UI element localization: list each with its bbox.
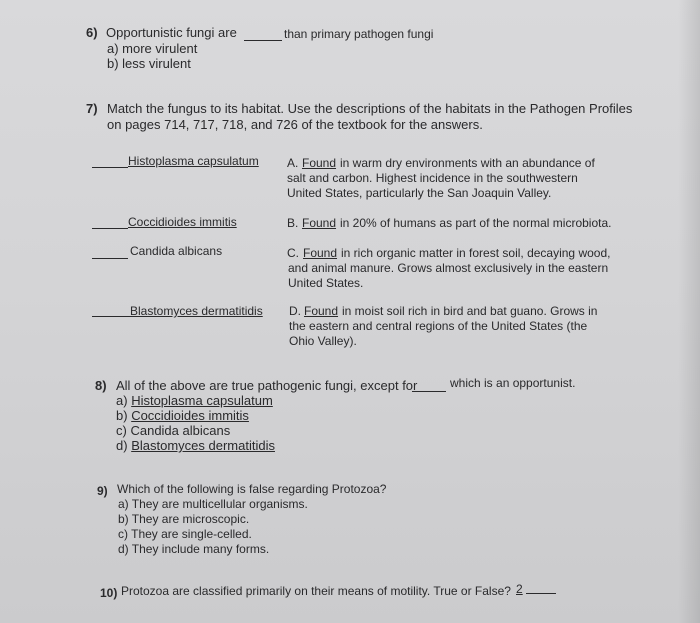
match-b-organism: Coccidioides immitis [128, 215, 237, 229]
match-b-description: in 20% of humans as part of the normal microbiota. [340, 216, 612, 230]
question-8-option-d [116, 438, 275, 453]
match-d-organism: Blastomyces dermatitidis [130, 304, 263, 318]
match-c-description-line3: United States. [288, 276, 364, 290]
question-6-stem-end: than primary pathogen fungi [284, 27, 434, 41]
match-c-organism: Candida albicans [130, 244, 223, 258]
question-9-option-d: d) They include many forms. [118, 542, 270, 556]
question-8-option-b [116, 408, 249, 423]
match-a-description: in warm dry environments with an abundance of [340, 156, 595, 170]
question-9-option-a: a) They are multicellular organisms. [118, 497, 308, 511]
question-6-stem: Opportunistic fungi are [106, 25, 237, 40]
question-8-option-c-letter: c) [116, 423, 127, 438]
match-d-answer-blank[interactable] [92, 316, 130, 317]
match-c-letter: C. [287, 246, 299, 260]
question-8-option-a-text: Histoplasma capsulatum [131, 393, 273, 408]
question-6-answer-blank[interactable] [244, 40, 282, 41]
question-8-stem-end: which is an opportunist. [450, 376, 576, 390]
match-a-description-line2: salt and carbon. Highest incidence in the southwestern [287, 171, 578, 185]
page-shadow [678, 0, 700, 623]
match-d-found: Found [304, 304, 339, 318]
match-a-found: Found [302, 156, 337, 170]
question-8-option-b-text: Coccidioides immitis [131, 408, 249, 423]
match-a-organism: Histoplasma capsulatum [128, 154, 259, 168]
match-d-description: in moist soil rich in bird and bat guano. Grows in [342, 304, 598, 318]
question-8-option-c-text: Candida albicans [130, 423, 231, 438]
match-b-answer-blank[interactable] [92, 228, 128, 229]
match-b-found: Found [302, 216, 337, 230]
question-8-option-a-letter: a) [116, 393, 128, 408]
question-10-answer-blank[interactable] [526, 593, 556, 594]
match-d-letter: D. [289, 304, 301, 318]
question-10-number: 10) [100, 586, 118, 600]
match-a-description-line3: United States, particularly the San Joaquin Valley. [287, 186, 552, 200]
match-c-description: in rich organic matter in forest soil, decaying wood, [341, 246, 611, 260]
match-c-found: Found [303, 246, 338, 260]
question-10-stem: Protozoa are classified primarily on their means of motility. True or False? [121, 584, 511, 598]
question-7-stem-line1: Match the fungus to its habitat. Use the descriptions of the habitats in the Pathogen Profiles [107, 101, 633, 116]
match-a-letter: A. [287, 156, 299, 170]
question-6-option-a: a) more virulent [107, 41, 198, 56]
match-c-description-line2: and animal manure. Grows almost exclusively in the eastern [288, 261, 609, 275]
question-6-number: 6) [86, 25, 98, 40]
question-8-option-d-letter: d) [116, 438, 128, 453]
match-d-description-line2: the eastern and central regions of the United States (the [289, 319, 588, 333]
question-9-option-c: c) They are single-celled. [118, 527, 252, 541]
question-10-answer[interactable]: 2 [516, 582, 523, 596]
match-a-answer-blank[interactable] [92, 167, 128, 168]
question-7-stem-line2: on pages 714, 717, 718, and 726 of the textbook for the answers. [107, 117, 483, 132]
question-8-number: 8) [95, 378, 107, 393]
question-8-option-c [116, 423, 230, 438]
question-9-stem: Which of the following is false regarding Protozoa? [117, 482, 387, 496]
question-6-option-b: b) less virulent [107, 56, 191, 71]
question-8-answer-blank[interactable] [412, 391, 446, 392]
question-8-option-d-text: Blastomyces dermatitidis [131, 438, 275, 453]
match-b-letter: B. [287, 216, 299, 230]
match-c-answer-blank[interactable] [92, 258, 128, 259]
question-8-option-a [116, 393, 273, 408]
question-8-option-b-letter: b) [116, 408, 128, 423]
question-9-option-b: b) They are microscopic. [118, 512, 250, 526]
question-8-stem: All of the above are true pathogenic fungi, except for [116, 378, 418, 393]
question-9-number: 9) [97, 484, 108, 498]
question-7-number: 7) [86, 101, 98, 116]
match-d-description-line3: Ohio Valley). [289, 334, 357, 348]
